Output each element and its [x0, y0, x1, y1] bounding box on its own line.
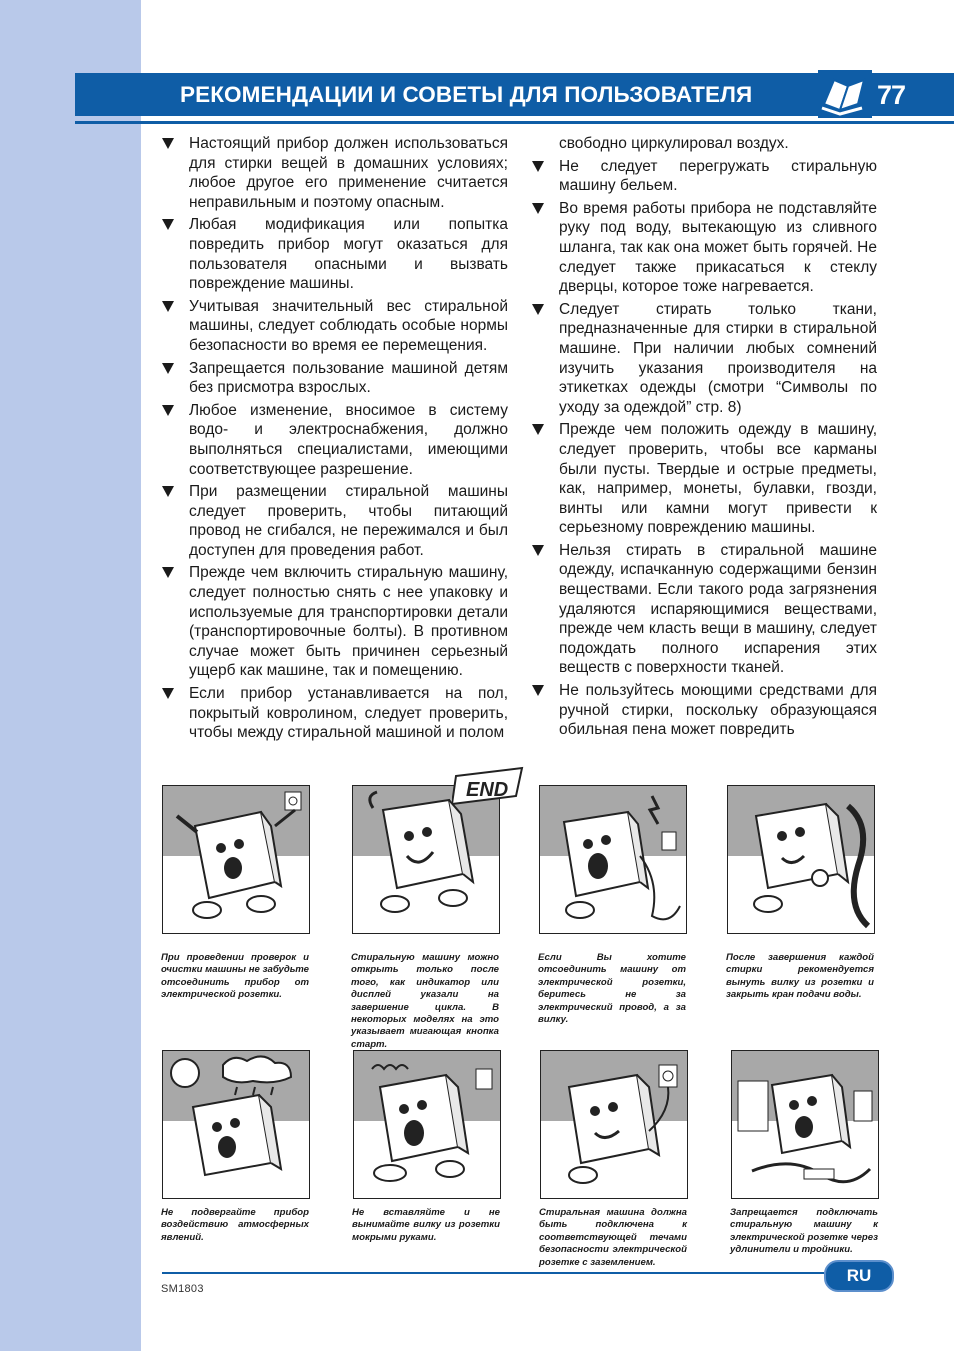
list-item: Не пользуйтесь моющими средствами для ручной стирки, поскольку образующаяся обильная пена может повредить [532, 681, 877, 740]
list-item: Учитывая значительный вес стиральной машины, следует соблюдать особые нормы безопасности во время ее перемещения. [162, 297, 508, 356]
illustration-caption: Не вставляйте и не вынимайте вилку из розетки мокрыми руками. [352, 1207, 500, 1243]
list-item: Следует стирать только ткани, предназначенные для стирки в стиральной машине. При наличии любых сомнений изучить указания производителя на этикетках одежды (смотри “Символы по уходу за одеждой” стр. 8) [532, 300, 877, 418]
page-title: РЕКОМЕНДАЦИИ И СОВЕТЫ ДЛЯ ПОЛЬЗОВАТЕЛЯ [180, 82, 753, 107]
triangle-bullet-icon [162, 138, 174, 149]
list-item: Во время работы прибора не подставляйте руку под воду, вытекающую из сливного шланга, так как она может быть горячей. Не следует также прикасаться к стеклу дверцы, которое тоже нагревается. [532, 199, 877, 297]
list-item: Не следует перегружать стиральную машину бельем. [532, 157, 877, 196]
list-item: Запрещается пользование машиной детям без присмотра взрослых. [162, 359, 508, 398]
header-underline [75, 121, 954, 124]
illustration-caption: Стиральную машину можно открыть только после того, как индикатор или дисплей указали на завершение цикла. В некоторых моделях на это указывает мигающая кнопка старт. [351, 952, 499, 1050]
end-sign-label: END [466, 779, 509, 801]
document-code: SM1803 [161, 1283, 204, 1295]
page-number: 77 [877, 80, 906, 110]
open-book-icon [818, 70, 872, 118]
list-item: Если прибор устанавливается на пол, покрытый ковролином, следует проверить, чтобы между стиральной машиной и полом [162, 684, 508, 743]
triangle-bullet-icon [532, 304, 544, 315]
triangle-bullet-icon [162, 363, 174, 374]
left-text-column [162, 134, 508, 746]
triangle-bullet-icon [162, 219, 174, 230]
triangle-bullet-icon [162, 301, 174, 312]
right-text-column [532, 134, 877, 743]
list-item: Прежде чем положить одежду в машину, следует проверить, чтобы все карманы были пусты. Твердые и острые предметы, как, например, монеты, булавки, гвозди, винты или камни могут привести к серьезному повреждению машины. [532, 420, 877, 538]
list-item: Любая модификация или попытка повредить прибор могут оказаться для пользователя опасными и вызвать повреждение машины. [162, 215, 508, 293]
machine-unplug-cord-icon [539, 785, 687, 934]
machine-grounded-socket-icon [540, 1050, 688, 1199]
triangle-bullet-icon [532, 161, 544, 172]
triangle-bullet-icon [162, 405, 174, 416]
triangle-bullet-icon [162, 567, 174, 578]
list-item: Нельзя стирать в стиральной машине одежду, испачканную содержащими бензин веществами. Если такого рода загрязнения удаляются испаряющимися веществами, прежде чем класть вещи в машину, следует подождать полного испарения этих веществ с поверхности тканей. [532, 541, 877, 678]
triangle-bullet-icon [532, 545, 544, 556]
machine-close-tap-icon [727, 785, 875, 934]
illustration-caption: Запрещается подключать стиральную машину к электрической розетке через удлинители и тройники. [730, 1207, 878, 1256]
list-item: При размещении стиральной машины следует проверить, чтобы питающий провод не сгибался, не пережимался и был доступен для проведения работ. [162, 482, 508, 560]
machine-weather-icon [162, 1050, 310, 1199]
list-item: Настоящий прибор должен использоваться для стирки вещей в домашних условиях; любое другое его применение считается неправильным и поэтому опасным. [162, 134, 508, 212]
illustration-caption: После завершения каждой стирки рекомендуется вынуть вилку из розетки и закрыть кран подачи воды. [726, 952, 874, 1001]
triangle-bullet-icon [532, 203, 544, 214]
machine-with-wrench-icon [162, 785, 310, 934]
triangle-bullet-icon [162, 486, 174, 497]
footer-line [162, 1272, 824, 1274]
continued-text: свободно циркулировал воздух. [559, 135, 789, 152]
illustration-caption: Стиральная машина должна быть подключена к соответствующей течами безопасности электрической розетке с заземлением. [539, 1207, 687, 1268]
illustration-caption: При проведении проверок и очистки машины не забудьте отсоединить прибор от электрической розетки. [161, 952, 309, 1001]
triangle-bullet-icon [532, 424, 544, 435]
list-item: Прежде чем включить стиральную машину, следует полностью снять с нее упаковку и используемые для транспортировки детали (транспортировочные болты). В противном случае может быть причинен серьезный ущерб как машине, так и помещению. [162, 563, 508, 681]
illustration-caption: Если Вы хотите отсоединить машину от электрической розетки, беритесь не за электрический провод, а за вилку. [538, 952, 686, 1026]
illustration-caption: Не подвергайте прибор воздействию атмосферных явлений. [161, 1207, 309, 1243]
machine-extension-cord-icon [731, 1050, 879, 1199]
end-sign-icon [452, 766, 526, 808]
language-badge: RU [824, 1260, 894, 1292]
machine-wet-hands-icon [353, 1050, 501, 1199]
list-item: Любое изменение, вносимое в систему водо- и электроснабжения, должно выполняться специалистами, имеющими соответствующее разрешение. [162, 401, 508, 479]
side-color-band [0, 0, 141, 1351]
triangle-bullet-icon [532, 685, 544, 696]
triangle-bullet-icon [162, 688, 174, 699]
